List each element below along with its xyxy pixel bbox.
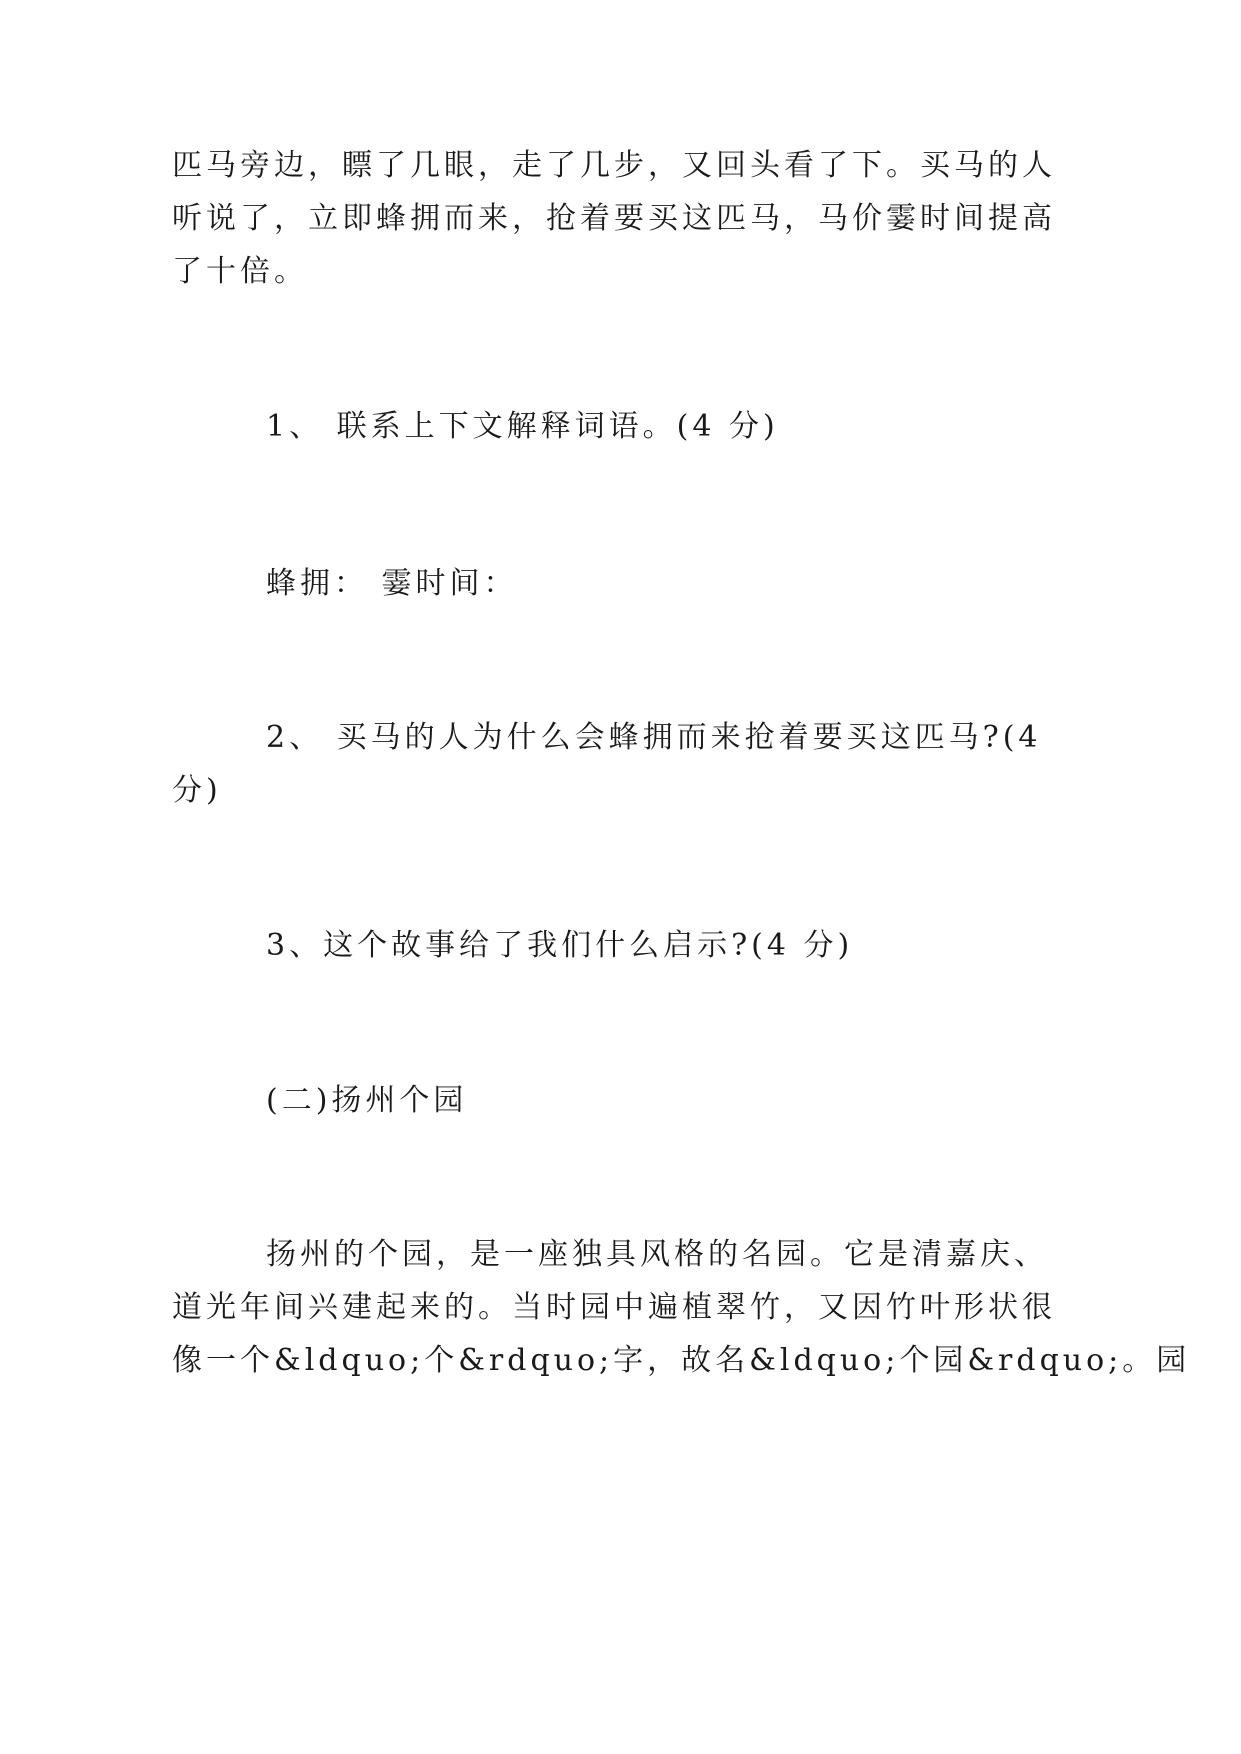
passage-two-line-1: 扬州的个园，是一座独具风格的名园。它是清嘉庆、 bbox=[266, 1237, 1048, 1272]
question-1: 1、 联系上下文解释词语。(4 分) bbox=[266, 409, 779, 444]
passage-one-line-1: 匹马旁边，瞟了几眼，走了几步，又回头看了下。买马的人 bbox=[172, 148, 1056, 183]
passage-two-line-2: 道光年间兴建起来的。当时园中遍植翠竹，又因竹叶形状很 bbox=[172, 1290, 1056, 1325]
question-1-terms: 蜂拥： 霎时间： bbox=[266, 566, 518, 601]
question-3: 3、这个故事给了我们什么启示?(4 分) bbox=[266, 928, 854, 963]
question-2-line-2: 分) bbox=[172, 773, 222, 808]
passage-two-line-3: 像一个&ldquo;个&rdquo;字，故名&ldquo;个园&rdquo;。园 bbox=[172, 1343, 1191, 1378]
question-2-line-1: 2、 买马的人为什么会蜂拥而来抢着要买这匹马?(4 bbox=[266, 720, 1042, 755]
passage-one-line-3: 了十倍。 bbox=[172, 254, 308, 289]
section-two-title: (二)扬州个园 bbox=[266, 1083, 468, 1118]
passage-one-line-2: 听说了，立即蜂拥而来，抢着要买这匹马，马价霎时间提高 bbox=[172, 201, 1056, 236]
